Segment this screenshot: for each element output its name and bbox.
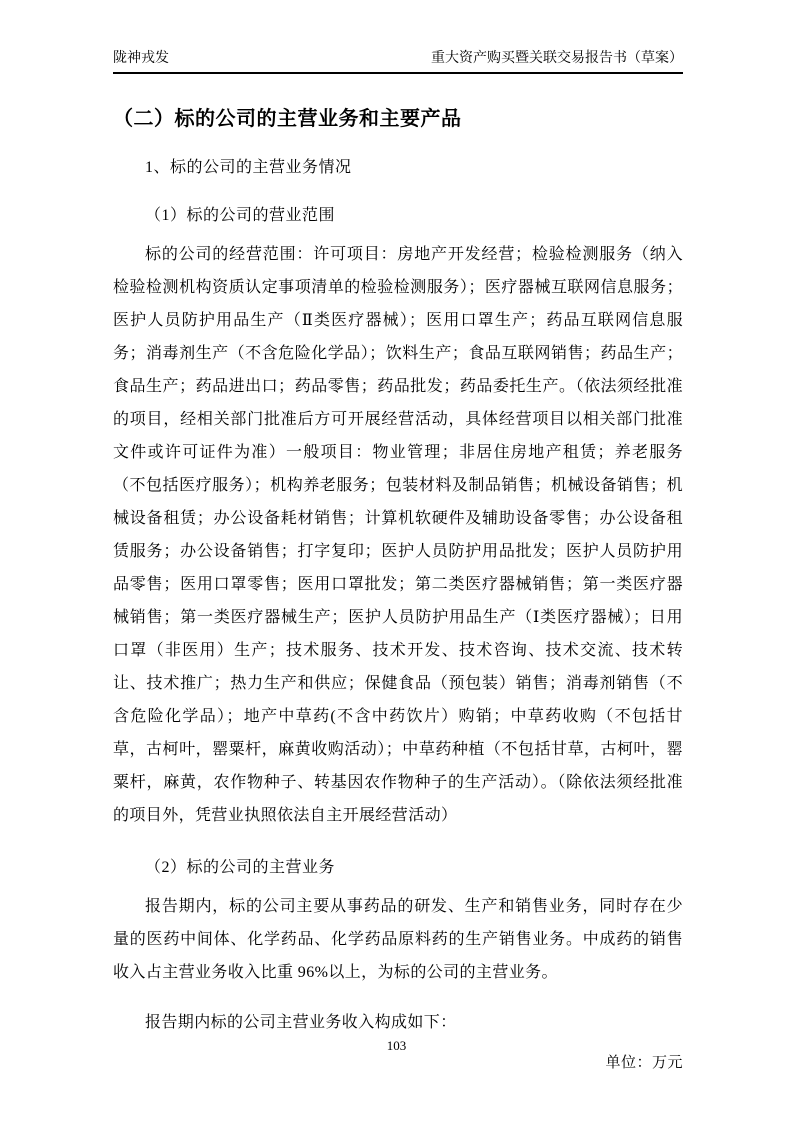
subsection-1-1-heading: （1）标的公司的营业范围 xyxy=(145,207,336,224)
main-business-paragraph: 报告期内，标的公司主要从事药品的研发、生产和销售业务，同时存在少量的医药中间体、化学药品、化学药品原料药的生产销售业务。中成药的销售收入占主营业务收入比重 96%以上，为标的公司的主营业务。 xyxy=(113,898,683,981)
subsection-1-heading: 1、标的公司的主营业务情况 xyxy=(145,159,352,176)
header-left-text: 陇神戎发 xyxy=(113,51,169,66)
page-footer xyxy=(0,1038,793,1054)
header-right-text: 重大资产购买暨关联交易报告书（草案） xyxy=(431,51,683,66)
section-title: （二）标的公司的主营业务和主要产品 xyxy=(113,108,462,130)
business-scope-paragraph: 标的公司的经营范围：许可项目：房地产开发经营；检验检测服务（纳入检验检测机构资质认定事项清单的检验检测服务）；医疗器械互联网信息服务；医护人员防护用品生产（Ⅱ类医疗器械）；医用口罩生产；药品互联网信息服务；消毒剂生产（不含危险化学品）；饮料生产；食品互联网销售；药品生产；食品生产；药品进出口；药品零售；药品批发；药品委托生产。（依法须经批准的项目，经相关部门批准后方可开展经营活动，具体经营项目以相关部门批准文件或许可证件为准）一般项目：物业管理；非居住房地产租赁；养老服务（不包括医疗服务）；机构养老服务；包装材料及制品销售；机械设备销售；机械设备租赁；办公设备耗材销售；计算机软硬件及辅助设备零售；办公设备租赁服务；办公设备销售；打字复印；医护人员防护用品批发；医护人员防护用品零售；医用口罩零售；医用口罩批发；第二类医疗器械销售；第一类医疗器械销售；第一类医疗器械生产；医护人员防护用品生产（Ⅰ类医疗器械）；日用口罩（非医用）生产；技术服务、技术开发、技术咨询、技术交流、技术转让、技术推广；热力生产和供应；保健食品（预包装）销售；消毒剂销售（不含危险化学品）；地产中草药(不含中药饮片）购销；中草药收购（不包括甘草，古柯叶，罂粟杆，麻黄收购活动）；中草药种植（不包括甘草，古柯叶，罂粟杆，麻黄，农作物种子、转基因农作物种子的生产活动）。（除依法须经批准的项目外，凭营业执照依法自主开展经营活动） xyxy=(113,246,683,824)
revenue-intro-paragraph: 报告期内标的公司主营业务收入构成如下： xyxy=(145,1014,457,1031)
subsection-1-2-heading: （2）标的公司的主营业务 xyxy=(145,859,336,876)
page-number: 103 xyxy=(386,1038,407,1053)
page-header xyxy=(113,50,683,74)
unit-label: 单位：万元 xyxy=(605,1055,683,1071)
